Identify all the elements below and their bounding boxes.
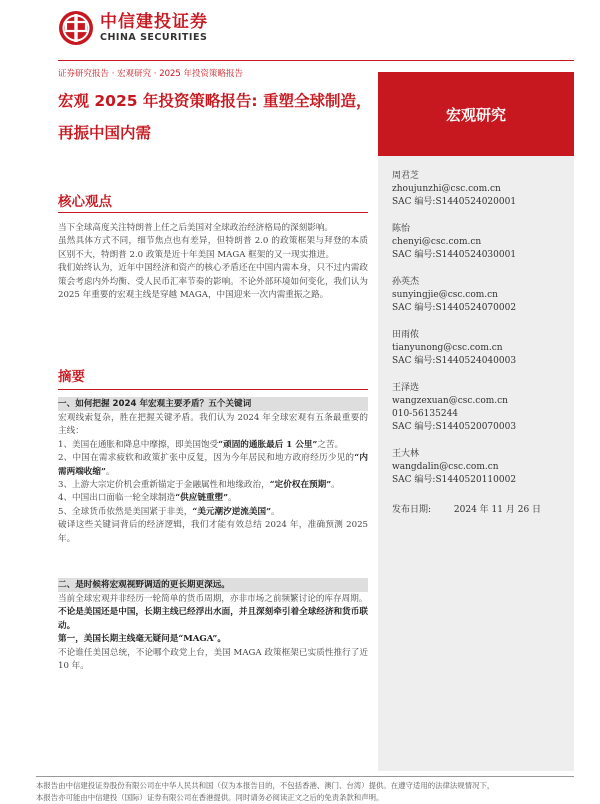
author-entry (392, 276, 572, 315)
section-divider (58, 389, 368, 390)
paragraph: 我们始终认为，近年中国经济和资产的核心矛盾还在中国内需本身，只不过内需政策会考虑内外均衡、受人民币汇率节奏的影响。不论外部环境如何变化，我们认为 2025 年重要的宏观主线是穿越 MAGA，中国迎来一次内需重振之路。 (58, 263, 368, 301)
section-divider (58, 212, 368, 213)
keyword-item-1: 1、美国在通胀和降息中摩擦，即美国饱受“顽固的通胀最后 1 公里”之苦。 (58, 439, 344, 450)
logo-english-name: CHINA SECURITIES (100, 32, 208, 43)
summary-part-2 (58, 593, 368, 673)
author-email[interactable]: tianyunong@csc.com.cn (392, 343, 503, 353)
author-entry (392, 223, 572, 262)
publish-date: 发布日期: 2024 年 11 月 26 日 (392, 505, 542, 515)
summary-part-1 (58, 412, 368, 546)
author-phone: 010-56135244 (392, 409, 459, 419)
author-sac: SAC 编号:S1440520070003 (392, 422, 517, 432)
paragraph: 破译这些关键词背后的经济逻辑，我们才能有效总结 2024 年，准确预测 2025 年。 (58, 520, 368, 544)
paragraph: 不论谁任美国总统，不论哪个政党上台，美国 MAGA 政策框架已实质性推行了近 10 年。 (58, 647, 368, 672)
bold-paragraph: 第一，美国长期主线毫无疑问是“MAGA”。 (58, 634, 226, 645)
keyword-item-5: 5、全球货币依然是美国紧于非美，“美元潮汐逆流美国”。 (58, 506, 280, 517)
author-sac: SAC 编号:S1440524040003 (392, 356, 517, 366)
footer-line: 本报告亦可能由中信建投（国际）证券有限公司在香港提供。同时请务必阅读正文之后的免责条款和声明。 (36, 793, 384, 802)
author-entry (392, 448, 572, 487)
china-securities-logo-icon (58, 10, 94, 46)
breadcrumb: 证券研究报告 · 宏观研究 · 2025 年投资策略报告 (58, 69, 244, 79)
author-name: 王泽选 (392, 383, 420, 393)
core-viewpoint-heading: 核心观点 (58, 194, 112, 210)
logo-chinese-name: 中信建投证券 (100, 12, 208, 32)
author-entry (392, 170, 572, 209)
author-name: 陈怡 (392, 224, 411, 234)
category-banner: 宏观研究 (378, 72, 574, 156)
author-email[interactable]: wangdalin@csc.com.cn (392, 462, 499, 472)
summary-heading: 摘要 (58, 369, 85, 385)
author-entry (392, 382, 572, 434)
author-name: 王大林 (392, 449, 420, 459)
core-viewpoint-body (58, 222, 368, 302)
author-email[interactable]: zhoujunzhi@csc.com.cn (392, 184, 501, 194)
author-name: 周君芝 (392, 171, 420, 181)
author-sac: SAC 编号:S1440524020001 (392, 197, 517, 207)
paragraph: 当下全球高度关注特朗普上任之后美国对全球政治经济格局的深刻影响。 (58, 223, 334, 233)
company-logo (58, 10, 208, 46)
author-email[interactable]: chenyi@csc.com.cn (392, 237, 482, 247)
keyword-item-4: 4、中国出口面临一轮全球制造“供应链重塑”。 (58, 493, 237, 504)
author-sac: SAC 编号:S1440524070002 (392, 303, 517, 313)
footer-divider (36, 776, 574, 777)
subheading-1: 一、如何把握 2024 年宏观主要矛盾？五个关键词 (58, 397, 368, 411)
footer-line: 本报告由中信建投证券股份有限公司在中华人民共和国（仅为本报告目的，不包括香港、澳门、台湾）提供。在遵守适用的法律法规情况下， (36, 781, 495, 790)
report-title: 宏观 2025 年投资策略报告: 重塑全球制造，再振中国内需 (58, 92, 372, 142)
keyword-item-2: 2、中国在需求疲软和政策扩张中反复，因为今年居民和地方政府经历少见的“内需两端收缩”。 (58, 453, 368, 477)
paragraph: 虽然具体方式不同，细节焦点也有差异，但特朗普 2.0 的政策框架与拜登的本质区别不大，特朗普 2.0 政策是近十年美国 MAGA 框架的又一现实推进。 (58, 236, 368, 260)
author-sac: SAC 编号:S1440524030001 (392, 250, 517, 260)
author-email[interactable]: sunyingjie@csc.com.cn (392, 290, 498, 300)
header-divider (58, 60, 574, 61)
paragraph: 当前全球宏观并非经历一轮简单的货币周期，亦非市场之前频繁讨论的库存周期。 (58, 594, 368, 604)
keyword-item-3: 3、上游大宗定价机会重新锚定于金融属性和地缘政治，“定价权在预期”。 (58, 480, 340, 491)
author-sac: SAC 编号:S1440520110002 (392, 475, 517, 485)
author-list (392, 170, 572, 501)
bold-paragraph: 不论是美国还是中国，长期主线已经浮出水面，并且深刻牵引着全球经济和货币联动。 (58, 607, 368, 631)
author-name: 田雨侬 (392, 330, 420, 340)
subheading-2: 二、是时候将宏观视野调适的更长期更深远。 (58, 578, 368, 592)
paragraph: 宏观线索复杂，胜在把握关键矛盾。我们认为 2024 年全球宏观有五条最重要的主线： (58, 413, 368, 437)
author-name: 孙英杰 (392, 277, 420, 287)
author-entry (392, 329, 572, 368)
author-email[interactable]: wangzexuan@csc.com.cn (392, 396, 508, 406)
disclaimer-footer (36, 780, 576, 804)
